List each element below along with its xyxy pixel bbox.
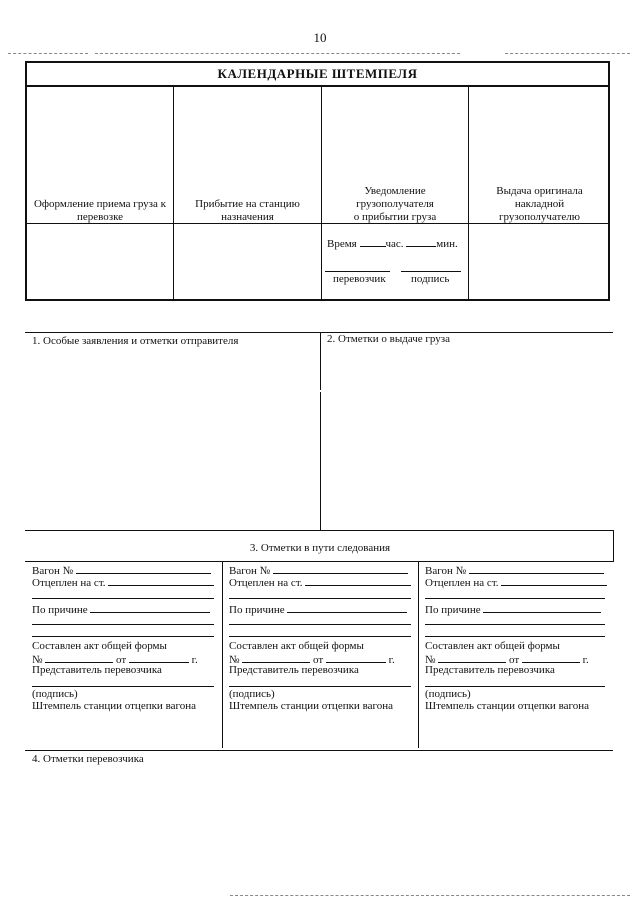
wagon-number-blank[interactable] xyxy=(273,563,408,574)
header-rule xyxy=(8,53,88,54)
column-header-notification: Уведомление грузополучателя о прибытии груза xyxy=(353,185,437,223)
signature-caption: (подпись) xyxy=(229,688,275,700)
wagon-column-divider xyxy=(222,561,223,748)
section-divider xyxy=(320,332,321,390)
blank-line[interactable] xyxy=(425,636,605,637)
wagon-number-field: Вагон № xyxy=(32,563,211,578)
header-rule xyxy=(95,53,460,54)
act-label: Составлен акт общей формы xyxy=(425,640,560,652)
reason-field: По причине xyxy=(229,602,407,617)
wagon-number-blank[interactable] xyxy=(469,563,604,574)
signature-line[interactable] xyxy=(425,686,605,687)
signature-line[interactable] xyxy=(229,686,411,687)
section4-label: 4. Отметки перевозчика xyxy=(32,753,144,765)
column-header-acceptance: Оформление приема груза к перевозке xyxy=(33,198,166,223)
reason-field: По причине xyxy=(425,602,601,617)
section2-label: 2. Отметки о выдаче груза xyxy=(327,333,451,345)
reason-blank[interactable] xyxy=(287,602,407,613)
blank-line[interactable] xyxy=(32,598,214,599)
carrier-caption: перевозчик xyxy=(333,273,386,285)
blank-line[interactable] xyxy=(32,624,214,625)
section4-top-rule xyxy=(25,750,613,751)
minutes-blank[interactable] xyxy=(406,236,436,247)
column-header-arrival: Прибытие на станцию назначения xyxy=(195,198,300,223)
signature-line[interactable] xyxy=(32,686,214,687)
column-divider xyxy=(173,87,174,301)
wagon-number-field: Вагон № xyxy=(229,563,408,578)
column-header-issuance: Выдача оригинала накладной грузополучателю xyxy=(496,185,583,223)
hours-blank[interactable] xyxy=(360,236,386,247)
section-top-rule xyxy=(25,332,613,333)
blank-line[interactable] xyxy=(229,598,411,599)
section3-header-rule xyxy=(25,561,613,562)
act-date-blank[interactable] xyxy=(326,652,386,663)
uncoupled-station-blank[interactable] xyxy=(501,575,607,586)
calendar-stamps-title: КАЛЕНДАРНЫЕ ШТЕМПЕЛЯ xyxy=(27,63,608,87)
wagon-number-field: Вагон № xyxy=(425,563,604,578)
header-rule xyxy=(505,53,630,54)
calendar-stamps-table xyxy=(25,61,610,301)
act-number-field: № от г. xyxy=(425,654,589,666)
carrier-rep-label: Представитель перевозчика xyxy=(229,664,359,676)
signature-caption: (подпись) xyxy=(425,688,471,700)
uncoupled-station-blank[interactable] xyxy=(305,575,411,586)
signature-line[interactable] xyxy=(401,271,461,272)
act-number-blank[interactable] xyxy=(242,652,310,663)
carrier-rep-label: Представитель перевозчика xyxy=(425,664,555,676)
footer-rule xyxy=(230,895,630,896)
blank-line[interactable] xyxy=(425,624,605,625)
uncoupled-station-field: Отцеплен на ст. xyxy=(425,575,607,590)
station-stamp-label: Штемпель станции отцепки вагона xyxy=(32,700,197,712)
section-divider xyxy=(320,392,321,530)
uncoupled-station-field: Отцеплен на ст. xyxy=(229,575,411,590)
carrier-signature-line[interactable] xyxy=(325,271,390,272)
blank-line[interactable] xyxy=(32,636,214,637)
notification-time-field: Время час. мин. xyxy=(327,238,458,250)
section3-label: 3. Отметки в пути следования xyxy=(249,542,391,554)
reason-blank[interactable] xyxy=(483,602,601,613)
station-stamp-label: Штемпель станции отцепки вагона xyxy=(229,700,394,712)
signature-caption: (подпись) xyxy=(32,688,78,700)
station-stamp-label: Штемпель станции отцепки вагона xyxy=(425,700,590,712)
blank-line[interactable] xyxy=(229,624,411,625)
act-number-blank[interactable] xyxy=(45,652,113,663)
reason-field: По причине xyxy=(32,602,210,617)
act-number-blank[interactable] xyxy=(438,652,506,663)
act-label: Составлен акт общей формы xyxy=(229,640,364,652)
section3-top-rule xyxy=(25,530,613,531)
page-number: 10 xyxy=(313,30,327,45)
blank-line[interactable] xyxy=(229,636,411,637)
blank-line[interactable] xyxy=(425,598,605,599)
act-number-field: № от г. xyxy=(229,654,395,666)
act-label: Составлен акт общей формы xyxy=(32,640,167,652)
act-date-blank[interactable] xyxy=(129,652,189,663)
act-number-field: № от г. xyxy=(32,654,198,666)
carrier-rep-label: Представитель перевозчика xyxy=(32,664,162,676)
reason-blank[interactable] xyxy=(90,602,210,613)
uncoupled-station-field: Отцеплен на ст. xyxy=(32,575,214,590)
uncoupled-station-blank[interactable] xyxy=(108,575,214,586)
signature-caption: подпись xyxy=(411,273,450,285)
wagon-number-blank[interactable] xyxy=(76,563,211,574)
section1-label: 1. Особые заявления и отметки отправителя xyxy=(32,335,239,347)
act-date-blank[interactable] xyxy=(522,652,580,663)
wagon-column-divider xyxy=(418,561,419,748)
